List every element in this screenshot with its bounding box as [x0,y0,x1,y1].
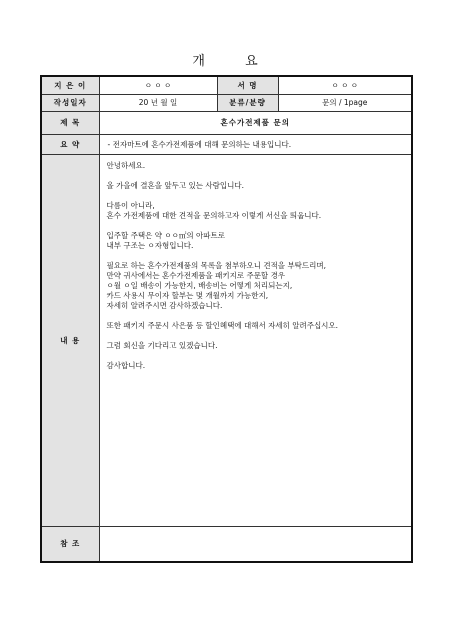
content-line [107,191,405,201]
signature-label: 서 명 [217,76,278,94]
content-line [107,171,405,181]
content-line [107,351,405,361]
content-line [107,221,405,231]
summary-value: - 전자마트에 혼수가전제품에 대해 문의하는 내용입니다. [99,134,412,154]
content-row [41,154,412,526]
content-line: 또한 패키지 주문시 사은품 등 할인혜택에 대해서 자세히 알려주십시오. [106,320,339,330]
category-label: 분류/분량 [217,94,278,111]
content-line: ㅇ월 ㅇ일 배송이 가능한지, 배송비는 어떻게 처리되는지, [106,280,293,290]
content-body [100,155,412,375]
subject-label: 제 목 [41,111,99,134]
content-line: 자세히 알려주시면 감사하겠습니다. [106,300,223,310]
subject-value: 혼수가전제품 문의 [99,111,412,134]
content-line: 그럼 회신을 기다리고 있겠습니다. [106,340,218,350]
document-title: 개 요 [192,54,276,69]
content-line [107,311,405,321]
content-line [107,251,405,261]
content-label: 내 용 [41,154,99,526]
date-label: 작성일자 [41,94,99,111]
content-line: 필요로 하는 혼수가전제품의 목록을 첨부하오니 견적을 부탁드리며, [106,260,327,270]
content-line: 입주할 주택은 약 ㅇㅇ㎡의 아파트로 [106,230,225,240]
author-label: 지 은 이 [41,76,99,94]
date-value: 20 년 월 일 [99,94,217,111]
content-line: 만약 귀사에서는 혼수가전제품을 패키지로 주문할 경우 [106,270,286,280]
content-line: 카드 사용시 무이자 할부는 몇 개월까지 가능한지, [106,290,269,300]
content-line: 안녕하세요. [106,160,146,170]
author-value: ㅇ ㅇ ㅇ [99,76,217,94]
subject-row [41,111,412,134]
reference-label: 참 조 [41,526,99,562]
author-row [41,76,412,94]
category-value: 문의 / 1page [278,94,412,111]
summary-label: 요 약 [41,134,99,154]
content-line: 다름이 아니라, [106,200,155,210]
date-row [41,94,412,111]
signature-value: ㅇ ㅇ ㅇ [278,76,412,94]
content-cell [99,154,412,526]
content-line: 혼수 가전제품에 대한 견적을 문의하고자 이렇게 서신을 띄웁니다. [106,210,322,220]
reference-value [99,526,412,562]
summary-row [41,134,412,154]
content-line [107,331,405,341]
content-line: 올 가을에 결혼을 앞두고 있는 사람입니다. [106,180,244,190]
content-line: 내부 구조는 ㅇ자형입니다. [106,240,194,250]
reference-row [41,526,412,562]
content-line: 감사합니다. [106,360,146,370]
overview-form-table [40,75,413,563]
